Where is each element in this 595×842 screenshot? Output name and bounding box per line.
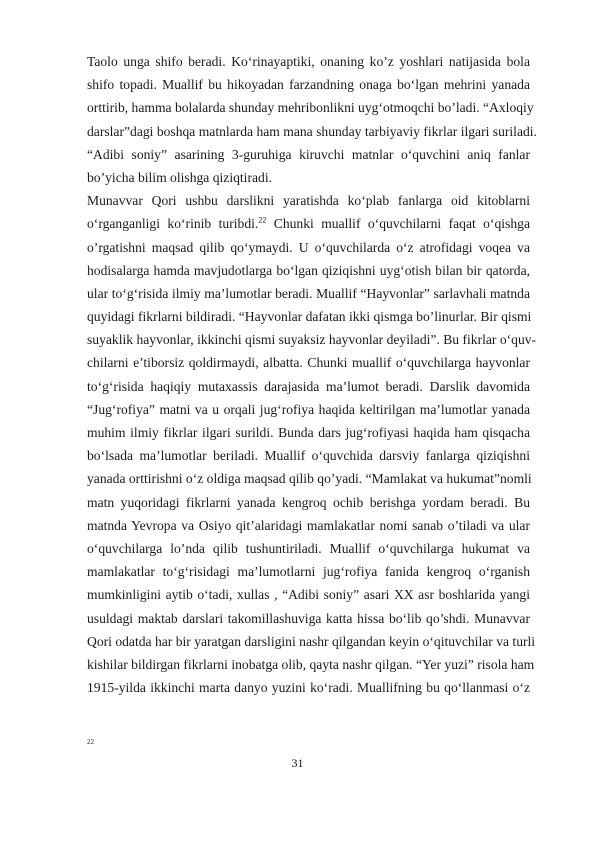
paragraph-2 [87, 189, 537, 699]
text-line: quyidagi fikrlarni bildiradi. “Hayvonlar dafatan ikki qismga bo’linurlar. Bir qismi [87, 309, 532, 325]
text-line: darslar”dagi boshqa matnlarda ham mana shunday tarbiyaviy fikrlar ilgari suriladi. [87, 123, 537, 139]
text-line: “Jug‘rofiya” matni va u orqali jug‘rofiya haqida keltirilgan ma’lumotlar yanada [87, 401, 530, 417]
text-line: matnda Yevropa va Osiyo qit’alaridagi mamlakatlar nomi sanab o’tiladi va ular [87, 517, 530, 533]
text-line: kishilar bildirgan fikrlarni inobatga olib, qayta nashr qilgan. “Yer yuzi” risola ham [87, 656, 535, 672]
text-segment: o‘rganganligi ko‘rinib turibdi. [87, 216, 259, 232]
text-line: o’rgatishni maqsad qilib qo‘ymaydi. U o‘quvchilarda o‘z atrofidagi voqea va [87, 239, 530, 255]
text-line: Munavvar Qori ushbu darslikni yaratishda ko‘plab fanlarga oid kitoblarni [87, 193, 530, 209]
text-line: bo’yicha bilim olishga qiziqtiradi. [87, 169, 272, 185]
text-line: to‘g‘risida haqiqiy mutaxassis darajasida ma’lumot beradi. Darslik davomida [87, 378, 530, 394]
text-line: hodisalarga hamda mavjudotlarga bo‘lgan qiziqishni uyg‘otish bilan bir qatorda, [87, 262, 530, 278]
text-line: orttirib, hamma bolalarda shunday mehribonlikni uyg‘otmoqchi bo’ladi. “Axloqiy [87, 100, 534, 116]
text-line: muhim ilmiy fikrlar ilgari surildi. Bunda dars jug‘rofiyasi haqida ham qisqacha [87, 425, 530, 440]
text-line: chilarni e’tiborsiz qoldirmaydi, albatta. Chunki muallif o‘quvchilarga hayvonlar [87, 355, 530, 371]
text-line: shifo topadi. Muallif bu hikoyadan farzandning onaga bo‘lgan mehrini yanada [87, 77, 530, 93]
footnote-reference: 22 [258, 215, 267, 225]
text-line: yanada orttirishni o‘z oldiga maqsad qilib qo’yadi. “Mamlakat va hukumat”nomli [87, 471, 532, 487]
text-line: 1915-yilda ikkinchi marta danyo yuzini ko‘radi. Muallifning bu qo‘llanmasi o‘z [87, 680, 530, 696]
text-line: suyaklik hayvonlar, ikkinchi qismi suyaksiz hayvonlar deyiladi”. Bu fikrlar o‘quv- [87, 332, 537, 348]
text-line-with-footnote [87, 212, 530, 235]
body-text [87, 50, 537, 699]
text-line: “Adibi soniy” asarining 3-guruhiga kiruvchi matnlar o‘quvchini aniq fanlar [87, 146, 530, 162]
text-line: Taolo unga shifo beradi. Ko‘rinayaptiki, onaning ko’z yoshlari natijasida bola [87, 54, 530, 69]
text-line: matn yuqoridagi fikrlarni yanada kengroq ochib berishga yordam beradi. Bu [87, 494, 530, 510]
text-line: o‘quvchilarga lo’nda qilib tushuntiriladi. Muallif o‘quvchilarga hukumat va [87, 540, 530, 556]
footnote-number: 22 [87, 738, 94, 746]
text-line: usuldagi maktab darslari takomillashuviga katta hissa bo‘lib qo’shdi. Munavvar [87, 610, 530, 626]
text-line: Qori odatda har bir yaratgan darsligini nashr qilgandan keyin o‘qituvchilar va turli [87, 633, 536, 649]
text-segment: Chunki muallif o‘quvchilarni faqat o‘qishga [266, 216, 531, 232]
text-line: mumkinligini aytib o‘tadi, xullas , “Adibi soniy” asari XX asr boshlarida yangi [87, 587, 530, 603]
text-line: ular to‘g‘risida ilmiy ma’lumotlar beradi. Muallif “Hayvonlar” sarlavhali matnda [87, 285, 530, 301]
text-line: mamlakatlar to‘g‘risidagi ma’lumotlarni jug‘rofiya fanida kengroq o‘rganish [87, 564, 530, 580]
paragraph-1 [87, 50, 537, 189]
page-number: 31 [291, 756, 304, 770]
text-line: bo‘lsada ma’lumotlar beriladi. Muallif o‘quvchida darsviy fanlarga qiziqishni [87, 448, 530, 464]
